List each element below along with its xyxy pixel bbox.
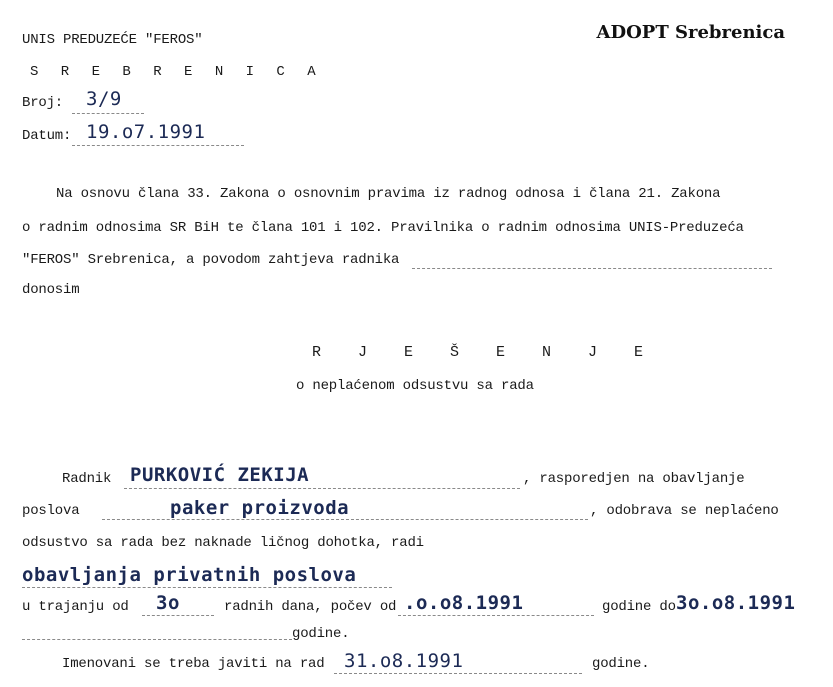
radnik-label: Radnik (62, 471, 112, 487)
broj-value: 3/9 (86, 88, 122, 110)
watermark: ADOPT Srebrenica (596, 22, 785, 43)
dana-value: 3o (156, 592, 180, 614)
posao-value: paker proizvoda (170, 497, 350, 519)
decision-subtitle: o neplaćenom odsustvu sa rada (296, 378, 534, 394)
datum-label: Datum: (22, 128, 72, 144)
decision-title: R J E Š E N J E (312, 344, 658, 361)
javiti-line (334, 673, 582, 674)
godine-text-2: godine. (592, 656, 650, 672)
trajanje-label: u trajanju od (22, 599, 129, 615)
raspored-text: , rasporedjen na obavljanje (523, 471, 745, 487)
do-datum: 3o.o8.1991 (676, 592, 796, 614)
datum-value: 19.o7.1991 (86, 121, 206, 143)
radnik-name: PURKOVIĆ ZEKIJA (130, 464, 310, 486)
broj-label: Broj: (22, 95, 64, 111)
do-line (22, 639, 292, 640)
intro-line-1: Na osnovu člana 33. Zakona o osnovnim pravima iz radnog odnosa i člana 21. Zakona (56, 186, 721, 202)
odsustvo-text: odsustvo sa rada bez naknade ličnog dohotka, radi (22, 535, 424, 551)
poslova-label: poslova (22, 503, 80, 519)
godine-text-1: godine. (292, 626, 350, 642)
od-datum-line (398, 615, 594, 616)
broj-line (72, 113, 144, 114)
intro-line-2: o radnim odnosima SR BiH te člana 101 i 102. Pravilnika o radnim odnosima UNIS-Preduzeća (22, 220, 744, 236)
datum-line (72, 145, 244, 146)
company-name: UNIS PREDUZEĆE "FEROS" (22, 32, 203, 48)
radnik-name-line (124, 488, 520, 489)
intro-line-3: "FEROS" Srebrenica, a povodom zahtjeva radnika (22, 252, 400, 268)
radnik-request-line (412, 268, 772, 269)
javiti-text: Imenovani se treba javiti na rad (62, 656, 325, 672)
odobrava-text: , odobrava se neplaćeno (590, 503, 779, 519)
od-datum: .o.o8.1991 (404, 592, 524, 614)
intro-line-4: donosim (22, 282, 80, 298)
dana-text: radnih dana, počev od (224, 599, 397, 615)
javiti-datum: 31.o8.1991 (344, 650, 464, 672)
razlog-line (22, 587, 392, 588)
razlog-value: obavljanja privatnih poslova (22, 564, 357, 586)
city-name: S R E B R E N I C A (30, 64, 323, 80)
dana-line (142, 615, 214, 616)
posao-line (102, 519, 588, 520)
godine-do-text: godine do (602, 599, 676, 615)
